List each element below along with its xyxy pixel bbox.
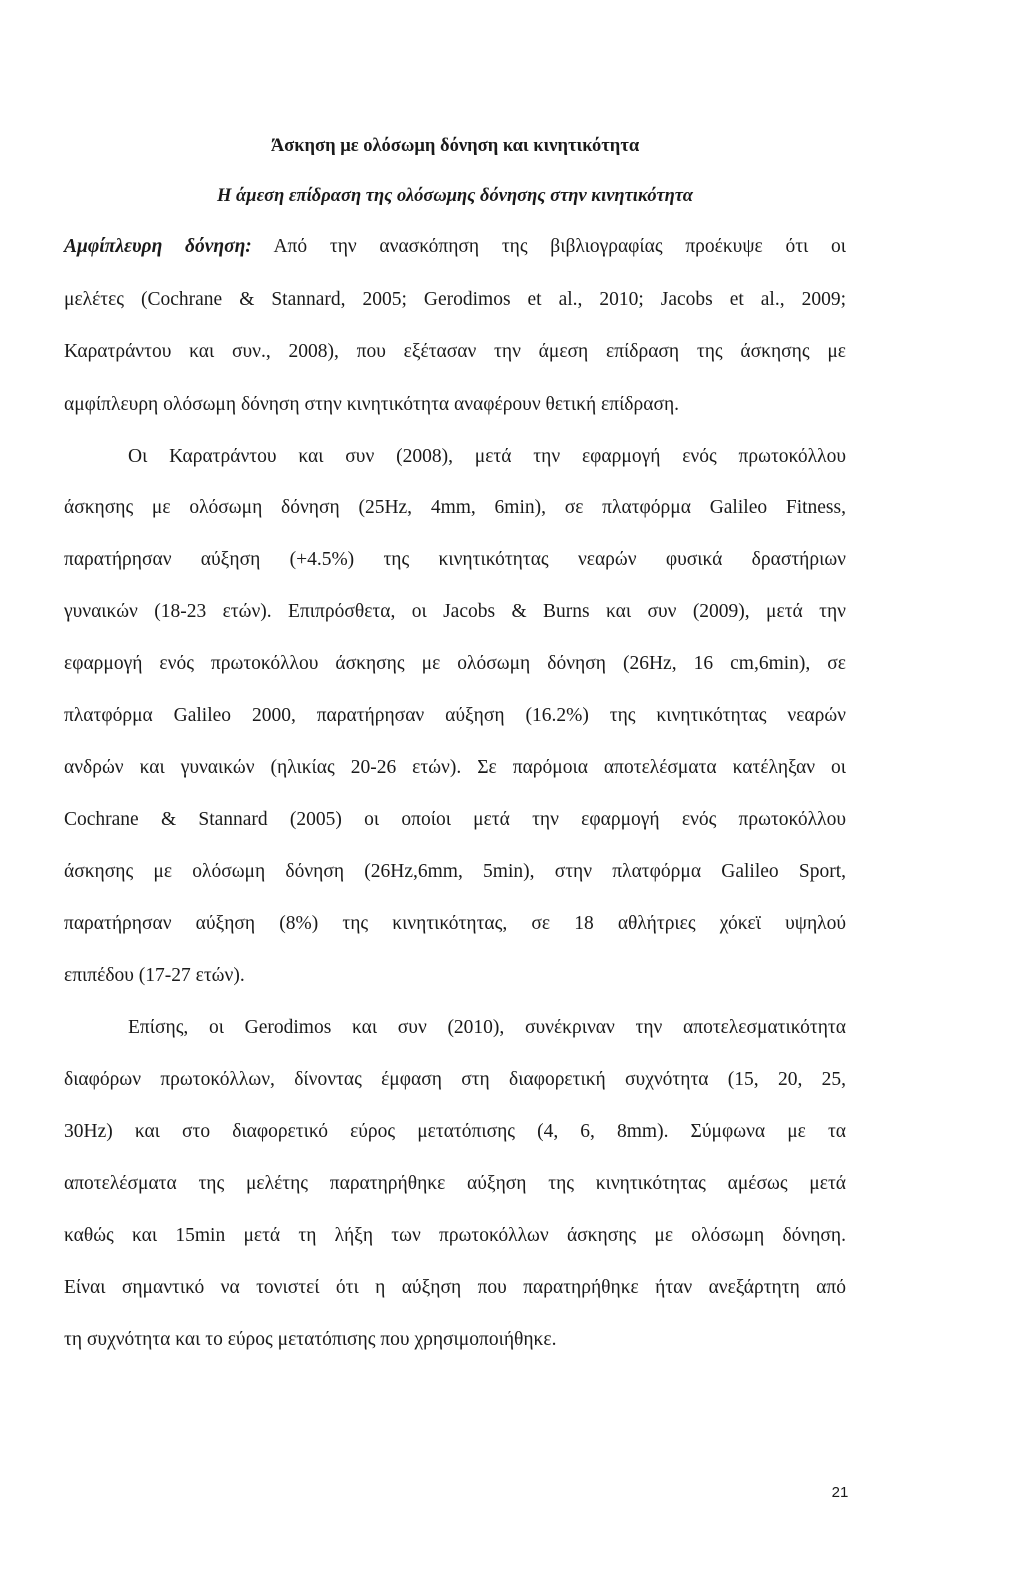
paragraph-line: γυναικών (18-23 ετών). Επιπρόσθετα, οι Jacobs & Burns και συν (2009), μετά την: [64, 601, 846, 622]
lead-term: Αμφίπλευρη δόνηση:: [64, 236, 252, 257]
paragraph-line: άσκησης με ολόσωμη δόνηση (25Hz, 4mm, 6min), σε πλατφόρμα Galileo Fitness,: [64, 497, 846, 518]
paragraph-line: 30Hz) και στο διαφορετικό εύρος μετατόπισης (4, 6, 8mm). Σύμφωνα με τα: [64, 1121, 846, 1142]
subsection-heading: Η άμεση επίδραση της ολόσωμης δόνησης στην κινητικότητα: [217, 186, 693, 206]
paragraph-line: παρατήρησαν αύξηση (+4.5%) της κινητικότητας νεαρών φυσικά δραστήριων: [64, 549, 846, 570]
paragraph-line: καθώς και 15min μετά τη λήξη των πρωτοκόλλων άσκησης με ολόσωμη δόνηση.: [64, 1225, 846, 1246]
paragraph-line: Cochrane & Stannard (2005) οι οποίοι μετά την εφαρμογή ενός πρωτοκόλλου: [64, 809, 846, 830]
paragraph-line: Επίσης, οι Gerodimos και συν (2010), συνέκριναν την αποτελεσματικότητα: [128, 1017, 846, 1038]
paragraph-line: εφαρμογή ενός πρωτοκόλλου άσκησης με ολόσωμη δόνηση (26Hz, 16 cm,6min), σε: [64, 653, 846, 674]
page-number: 21: [831, 1484, 849, 1501]
section-heading: Άσκηση με ολόσωμη δόνηση και κινητικότητα: [270, 136, 640, 156]
paragraph-line: Οι Καρατράντου και συν (2008), μετά την εφαρμογή ενός πρωτοκόλλου: [128, 446, 846, 467]
paragraph-line-text: Από την ανασκόπηση της βιβλιογραφίας προέκυψε ότι οι: [251, 236, 846, 257]
paragraph-line: τη συχνότητα και το εύρος μετατόπισης που χρησιμοποιήθηκε.: [64, 1329, 557, 1350]
paragraph-line: πλατφόρμα Galileo 2000, παρατήρησαν αύξηση (16.2%) της κινητικότητας νεαρών: [64, 705, 846, 726]
paragraph-line: [64, 237, 846, 257]
paragraph-line: παρατήρησαν αύξηση (8%) της κινητικότητας, σε 18 αθλήτριες χόκεϊ υψηλού: [64, 913, 846, 934]
paragraph-line: διαφόρων πρωτοκόλλων, δίνοντας έμφαση στη διαφορετική συχνότητα (15, 20, 25,: [64, 1069, 846, 1090]
paragraph-line: αμφίπλευρη ολόσωμη δόνηση στην κινητικότητα αναφέρουν θετική επίδραση.: [64, 394, 680, 415]
paragraph-line: αποτελέσματα της μελέτης παρατηρήθηκε αύξηση της κινητικότητας αμέσως μετά: [64, 1173, 846, 1194]
paragraph-line: άσκησης με ολόσωμη δόνηση (26Hz,6mm, 5min), στην πλατφόρμα Galileo Sport,: [64, 861, 846, 882]
paragraph-line: επιπέδου (17-27 ετών).: [64, 965, 245, 986]
paragraph-line: μελέτες (Cochrane & Stannard, 2005; Gerodimos et al., 2010; Jacobs et al., 2009;: [64, 289, 846, 310]
paragraph-line: ανδρών και γυναικών (ηλικίας 20-26 ετών). Σε παρόμοια αποτελέσματα κατέληξαν οι: [64, 757, 846, 778]
paragraph-line: Είναι σημαντικό να τονιστεί ότι η αύξηση που παρατηρήθηκε ήταν ανεξάρτητη από: [64, 1277, 846, 1298]
paragraph-line: Καρατράντου και συν., 2008), που εξέτασαν την άμεση επίδραση της άσκησης με: [64, 341, 846, 362]
